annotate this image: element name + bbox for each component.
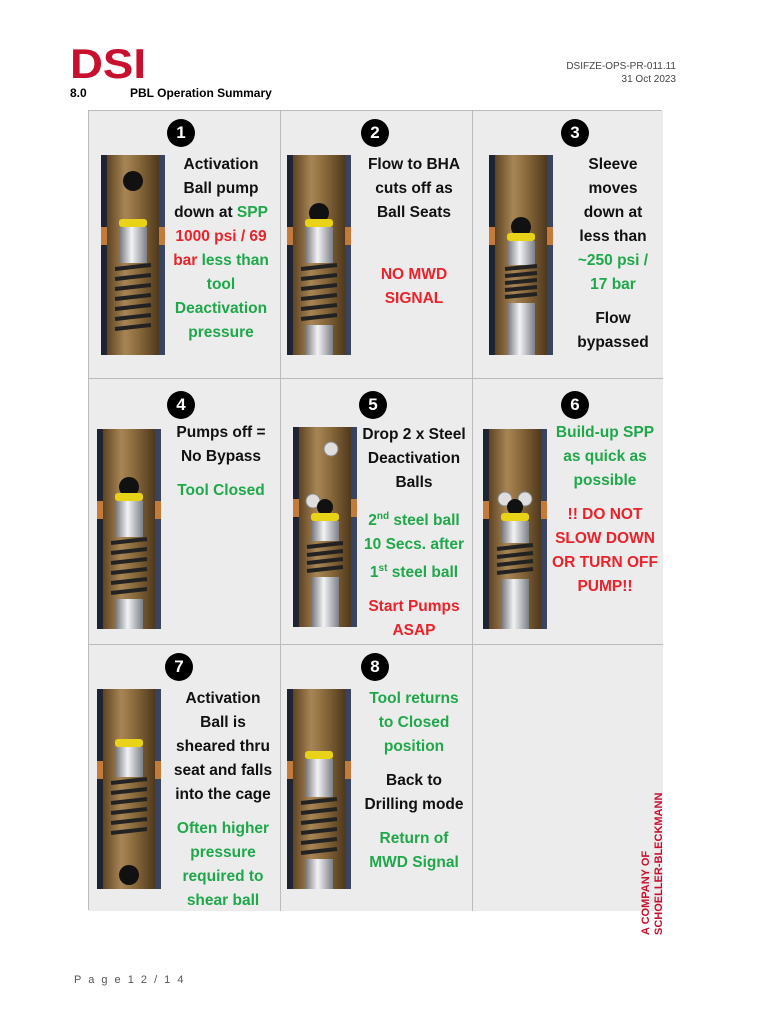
step-4-number: 4: [167, 391, 195, 419]
tool-diagram-5: [293, 427, 357, 629]
step-7-number: 7: [165, 653, 193, 681]
step-3-text: Sleeve moves down at less than ~250 psi / 17 bar Flow bypassed: [577, 156, 649, 351]
section-title: PBL Operation Summary: [130, 86, 272, 100]
step-8-text: Tool returns to Closed position Back to Drilling mode Return of MWD Signal: [364, 690, 464, 871]
tool-diagram-4: [97, 429, 161, 631]
step-6-cell: [473, 379, 663, 645]
step-5-text: Drop 2 x Steel Deactivation Balls 2nd steel ball 10 Secs. after 1st steel ball Start Pumps ASAP: [362, 426, 466, 640]
tool-diagram-6: [483, 429, 547, 631]
operation-grid: [88, 110, 662, 910]
step-5-cell: [281, 379, 473, 645]
doc-date: 31 Oct 2023: [621, 74, 676, 85]
step-8-cell: [281, 645, 473, 911]
step-1-text: Activation Ball pump down at SPP 1000 psi / 69 bar less than tool Deactivation pressure: [173, 156, 269, 341]
step-6-text: Build-up SPP as quick as possible !! DO NOT SLOW DOWN OR TURN OFF PUMP!!: [552, 424, 658, 595]
tool-diagram-2: [287, 155, 351, 357]
step-4-text: Pumps off = No Bypass Tool Closed: [176, 424, 266, 499]
step-7-text: Activation Ball is sheared thru seat and falls into the cage Often higher pressure required to shear ball: [173, 690, 273, 909]
step-2-number: 2: [361, 119, 389, 147]
step-2-cell: [281, 111, 473, 379]
tool-diagram-3: [489, 155, 553, 357]
step-8-number: 8: [361, 653, 389, 681]
section-number: 8.0: [70, 86, 87, 100]
step-4-cell: [89, 379, 281, 645]
step-7-cell: [89, 645, 281, 911]
step-6-number: 6: [561, 391, 589, 419]
step-3-number: 3: [561, 119, 589, 147]
step-5-number: 5: [359, 391, 387, 419]
tool-diagram-7: [97, 689, 161, 891]
doc-number: DSIFZE-OPS-PR-011.11: [566, 61, 676, 72]
parent-company-text: A COMPANY OF SCHOELLER-BLECKMANN: [640, 792, 665, 935]
svg-text:DSI: DSI: [70, 44, 146, 84]
document-reference: [566, 60, 676, 86]
step-1-number: 1: [167, 119, 195, 147]
step-1-cell: [89, 111, 281, 379]
step-3-cell: [473, 111, 663, 379]
dsi-logo: [70, 44, 150, 84]
section-heading: [70, 86, 272, 100]
empty-cell: [473, 645, 663, 911]
tool-diagram-8: [287, 689, 351, 891]
step-2-text: Flow to BHA cuts off as Ball Seats NO MWD SIGNAL: [367, 156, 461, 307]
tool-diagram-1: [101, 155, 165, 357]
page-number: P a g e 1 2 / 1 4: [74, 974, 186, 986]
